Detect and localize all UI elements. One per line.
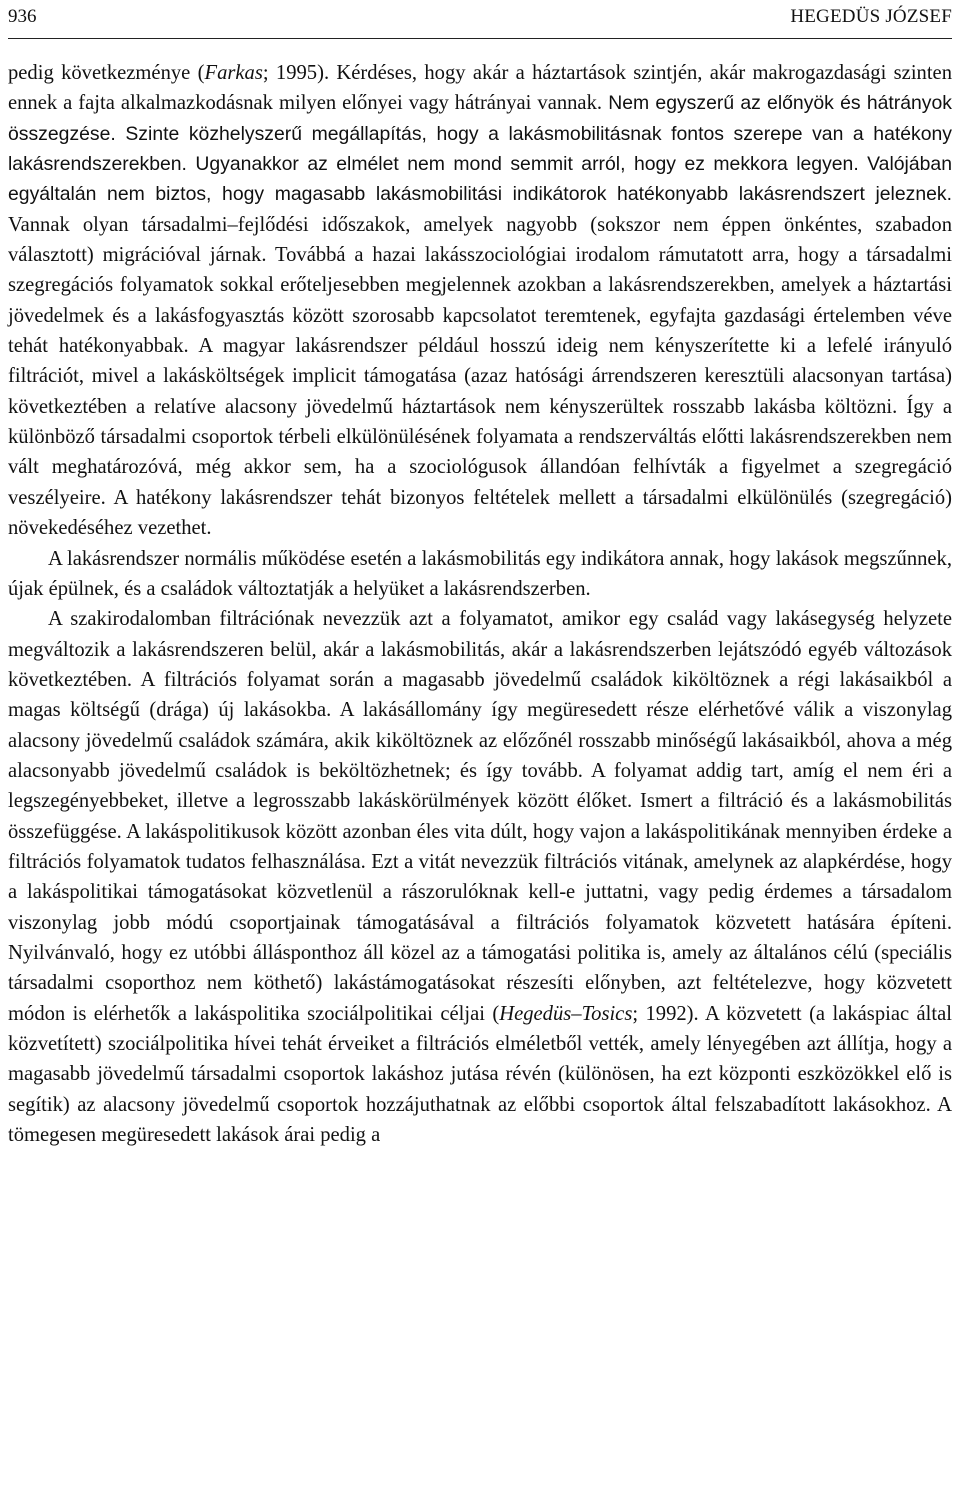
paragraph-3-part-1: A szakirodalomban filtrációnak nevezzük azt a folyamatot, amikor egy család vagy lakásegység helyzete megváltozik a lakásrendszeren belül, akár a lakásmobilitás, akár a lakásrendszerben lejátszódó egyéb változások következtében. A filtrációs folyamat során a magasabb jövedelmű családok kiköltöznek a régi lakásaikból a magas költségű (drága) új lakásokba. A lakásállomány így megüresedett része elérhetővé válik a viszonylag alacsony jövedelmű családok számára, akik kiköltöznek az előzőnél rosszabb minőségű lakásaikból, ahova a még alacsonyabb jövedelmű családok is beköltözhetnek; és így tovább. A folyamat addig tart, amíg el nem éri a legszegényebbeket, illetve a legrosszabb lakáskörülmények között élőket. Ismert a filtráció és a lakásmobilitás összefüggése. A lakáspolitikusok között azonban éles vita dúlt, hogy vajon a lakáspolitikának mennyiben érdeke a filtrációs folyamatok tudatos felhasználása. Ezt a vitát nevezzük filtrációs vitának, amelynek az alapkérdése, hogy a lakáspolitikai támogatásokat közvetlenül a rászorulóknak kell-e juttatni, vagy pedig érdemes a társadalom viszonylag jobb módú csoportjainak támogatásával a filtrációs folyamatok közvetett hatására építeni. Nyilvánvaló, hogy ez utóbbi állásponthoz áll közel az a támogatási politika is, amely az általános célú (speciális társadalmi csoporthoz nem köthető) lakástámogatásokat részesíti előnyben, azt feltételezve, hogy közvetett módon is elérhetők a lakáspolitika szociálpolitikai céljai ( bbox=[8, 608, 952, 1025]
paragraph-1-sentence-3: Nem egyszerű az előnyök és hátrányok összegzése. bbox=[8, 92, 952, 145]
running-header-author: HEGEDÜS JÓZSEF bbox=[790, 6, 952, 27]
paragraph-2: A lakásrendszer normális működése esetén a lakásmobilitás egy indikátora annak, hogy lakások megszűnnek, újak épülnek, és a családok változtatják a helyüket a lakásrendszerben. bbox=[8, 547, 952, 600]
running-header bbox=[8, 0, 952, 39]
page-number: 936 bbox=[8, 6, 37, 27]
paragraph-3-part-2: ; 1992). A közvetett (a lakáspiac által közvetített) szociálpolitika hívei tehát érveiket a filtrációs elméletből vették, amely lényegében azt állítja, hogy a magasabb jövedelmű társadalmi csoportok lakáshoz jutása révén (különösen, ha ezt központi eszközökkel elő is segítik) az alacsony jövedelmű csoportok hozzájuthatnak az előbbi csoportok által felszabadított lakásokhoz. A tömegesen megüresedett lakások árai pedig a bbox=[8, 1002, 952, 1147]
paragraph-1-sentence-1: pedig következménye ( bbox=[8, 62, 205, 84]
paragraph-1 bbox=[8, 58, 952, 544]
paragraph-1-sentence-4: Szinte közhelyszerű megállapítás, hogy a lakásmobilitásnak fontos szerepe van a hatékony lakásrendszerekben. bbox=[8, 122, 952, 176]
body-text bbox=[8, 58, 952, 1150]
paragraph-1-sentence-7: Vannak olyan társadalmi–fejlődési időszakok, amelyek nagyobb (sokszor nem éppen önkéntes, szabadon választott) migrációval járnak. Továbbá a hazai lakásszociológiai irodalom rámutatott arra, hogy a társadalmi szegregációs folyamatok sokkal erőteljesebben megjelennek azokban a lakásrendszerekben, amelyek a háztartási jövedelmek és a lakásfogyasztás között szorosabb kapcsolatot teremtenek, egyfajta gazdasági értelemben véve tehát hatékonyabbak. A magyar lakásrendszer például hosszú ideig nem kényszerítette ki a lefelé irányuló filtrációt, mivel a lakásköltségek implicit támogatása (azaz hatósági árrendszeren keresztüli alacsonyan tartása) következtében a relatíve alacsony jövedelmű háztartások nem kényszerültek rosszabb lakásba költözni. Így a különböző társadalmi csoportok térbeli elkülönülésének folyamata a rendszerváltás előtti lakásrendszerekben nem vált meghatározóvá, még akkor sem, ha a szociológusok állandóan felhívták a figyelmet a szegregáció veszélyeire. A hatékony lakásrendszer tehát bizonyos feltételek mellett a társadalmi elkülönülés (szegregáció) növekedéséhez vezethet. bbox=[8, 213, 952, 540]
paragraph-1-sentence-6: Valójában egyáltalán nem biztos, hogy magasabb lakásmobilitási indikátorok hatékonyabb lakásrendszert jeleznek. bbox=[8, 153, 952, 206]
paragraph-3 bbox=[8, 604, 952, 1150]
document-page bbox=[8, 0, 952, 1150]
paragraph-1-sentence-2: ; 1995). Kérdéses, hogy akár a háztartások szintjén, akár makrogazdasági szinten ennek a fajta alkalmazkodásnak milyen előnyei vagy hátrányai vannak. bbox=[8, 62, 952, 115]
citation-farkas: Farkas bbox=[204, 62, 263, 84]
citation-hegedus-tosics: Hegedüs–Tosics bbox=[499, 1002, 633, 1025]
paragraph-1-sentence-5: Ugyanakkor az elmélet nem mond semmit arról, hogy ez mekkora legyen. bbox=[186, 153, 859, 176]
